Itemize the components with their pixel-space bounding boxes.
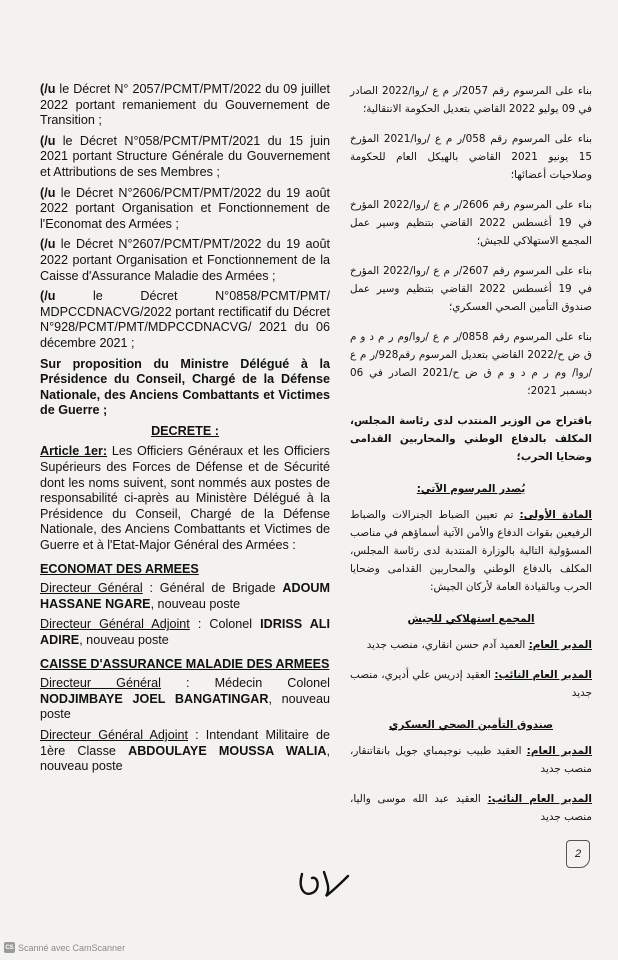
camscanner-logo-icon: CS xyxy=(4,942,15,953)
ar-caisse-dga: المدير العام النائب: العقيد عبد الله موسى واليا، منصب جديد xyxy=(350,793,592,823)
scanner-watermark xyxy=(4,942,125,953)
handwritten-initials xyxy=(294,866,354,902)
page-number: 2 xyxy=(566,840,590,868)
decrete-heading: DECRETE : xyxy=(151,423,219,438)
section-title-economat: ECONOMAT DES ARMEES xyxy=(40,561,199,576)
visa-4: (/u le Décret N°2607/PCMT/PMT/2022 du 19 août 2022 portant Organisation et Fonctionnement de la Caisse d'Assurance Maladie des Armées ; xyxy=(40,237,330,283)
french-column xyxy=(40,82,330,780)
ar-visa-2: بناء على المرسوم رقم 058/ر م ع /روا/2021 المؤرخ 15 يونيو 2021 القاضي بالهيكل العام للحكومة وصلاحيات أعضائها؛ xyxy=(350,133,592,181)
ar-economat-dg: المدير العام: العميد آدم حسن انقاري، منصب جديد xyxy=(366,639,592,651)
ar-article-1: المادة الأولى: تم تعيين الضباط الجنرالات والضباط الرفيعين بقوات الدفاع والأمن الآتية أسماؤهم في مناصب المسؤولية التالية بالوزارة المنتدبة لدى رئاسة المجلس، المكلف بالدفاع الوطني والمحاربين القدامى وضحايا الحرب وبالقيادة العامة لأركان الجيش: xyxy=(350,509,592,593)
ar-section-title-economat: المجمع استهلاكي للجيش xyxy=(407,613,535,625)
proposal: Sur proposition du Ministre Délégué à la Présidence du Conseil, Chargé de la Défense Nationale, des Anciens Combattants et Victimes de Guerre ; xyxy=(40,356,330,418)
economat-dga: Directeur Général Adjoint : Colonel IDRISS ALI ADIRE, nouveau poste xyxy=(40,617,330,647)
article-1: Article 1er: Les Officiers Généraux et les Officiers Supérieurs des Forces de Défense et de Sécurité dont les noms suivent, sont nommés aux postes de responsabilité ci-après au Ministère Délégué à la Présidence du Conseil, Chargé de la Défense Nationale, des Anciens Combattants et Victimes de Guerre et à l'Etat-Major Général des Armées : xyxy=(40,444,330,553)
visa-1: (/u le Décret N° 2057/PCMT/PMT/2022 du 09 juillet 2022 portant remaniement du Gouvernement de Transition ; xyxy=(40,82,330,128)
visa-5: (/u le Décret N°0858/PCMT/PMT/ MDPCCDNACVG/2022 portant rectificatif du Décret N°928/PCMT/PMT/MDPCCDNACVG/ 2021 du 06 décembre 2021 ; xyxy=(40,289,330,350)
ar-caisse-dg: المدير العام: العقيد طبيب نوجيمباي جويل بانقاتنقار، منصب جديد xyxy=(350,745,592,775)
ar-section-title-caisse: صندوق التأمين الصحي العسكري xyxy=(388,719,554,731)
visa-2: (/u le Décret N°058/PCMT/PMT/2021 du 15 juin 2021 portant Structure Générale du Gouvernement et Attributions de ses Membres ; xyxy=(40,133,330,179)
scanner-watermark-text: Scanné avec CamScanner xyxy=(18,942,126,953)
arabic-column xyxy=(350,82,592,838)
economat-dg: Directeur Général : Général de Brigade ADOUM HASSANE NGARE, nouveau poste xyxy=(40,581,330,611)
visa-3: (/u le Décret N°2606/PCMT/PMT/2022 du 19 août 2022 portant Organisation et Fonctionnement de l'Economat des Armées ; xyxy=(40,185,330,231)
ar-proposal: باقتراح من الوزير المنتدب لدى رئاسة المجلس، المكلف بالدفاع الوطني والمحاربين القدامى وضحايا الحرب؛ xyxy=(350,415,592,463)
ar-visa-4: بناء على المرسوم رقم 2607/ر م ع /روا/2022 المؤرخ في 19 أغسطس 2022 القاضي بتنظيم وسير عمل صندوق التأمين الصحي العسكري؛ xyxy=(350,265,593,313)
section-title-caisse: CAISSE D'ASSURANCE MALADIE DES ARMEES xyxy=(40,656,330,671)
ar-visa-5: بناء على المرسوم رقم 0858/ر م ع /روا/وم ر م د و م ق ض ح/2022 القاضي بتعديل المرسوم رقم928/ر م ع /روا/ وم ر م د و م ق ض ح/2021 الصادر في 06 ديسمبر 2021؛ xyxy=(350,331,592,397)
caisse-dga: Directeur Général Adjoint : Intendant Militaire de 1ère Classe ABDOULAYE MOUSSA WALIA, nouveau poste xyxy=(40,727,330,774)
ar-visa-1: بناء على المرسوم رقم 2057/ر م ع /روا/2022 الصادر في 09 يوليو 2022 القاضي بتعديل الحكومة الانتقالية؛ xyxy=(350,85,592,115)
ar-economat-dga: المدير العام النائب: العقيد إدريس علي أديري، منصب جديد xyxy=(350,669,592,699)
ar-decree-heading: يُصدر المرسوم الآتي: xyxy=(416,483,526,495)
ar-visa-3: بناء على المرسوم رقم 2606/ر م ع /روا/2022 المؤرخ في 19 أغسطس 2022 القاضي بتنظيم وسير عمل المجمع الاستهلاكي للجيش؛ xyxy=(350,199,593,247)
caisse-dg: Directeur Général : Médecin Colonel NODJIMBAYE JOEL BANGATINGAR, nouveau poste xyxy=(40,676,330,722)
